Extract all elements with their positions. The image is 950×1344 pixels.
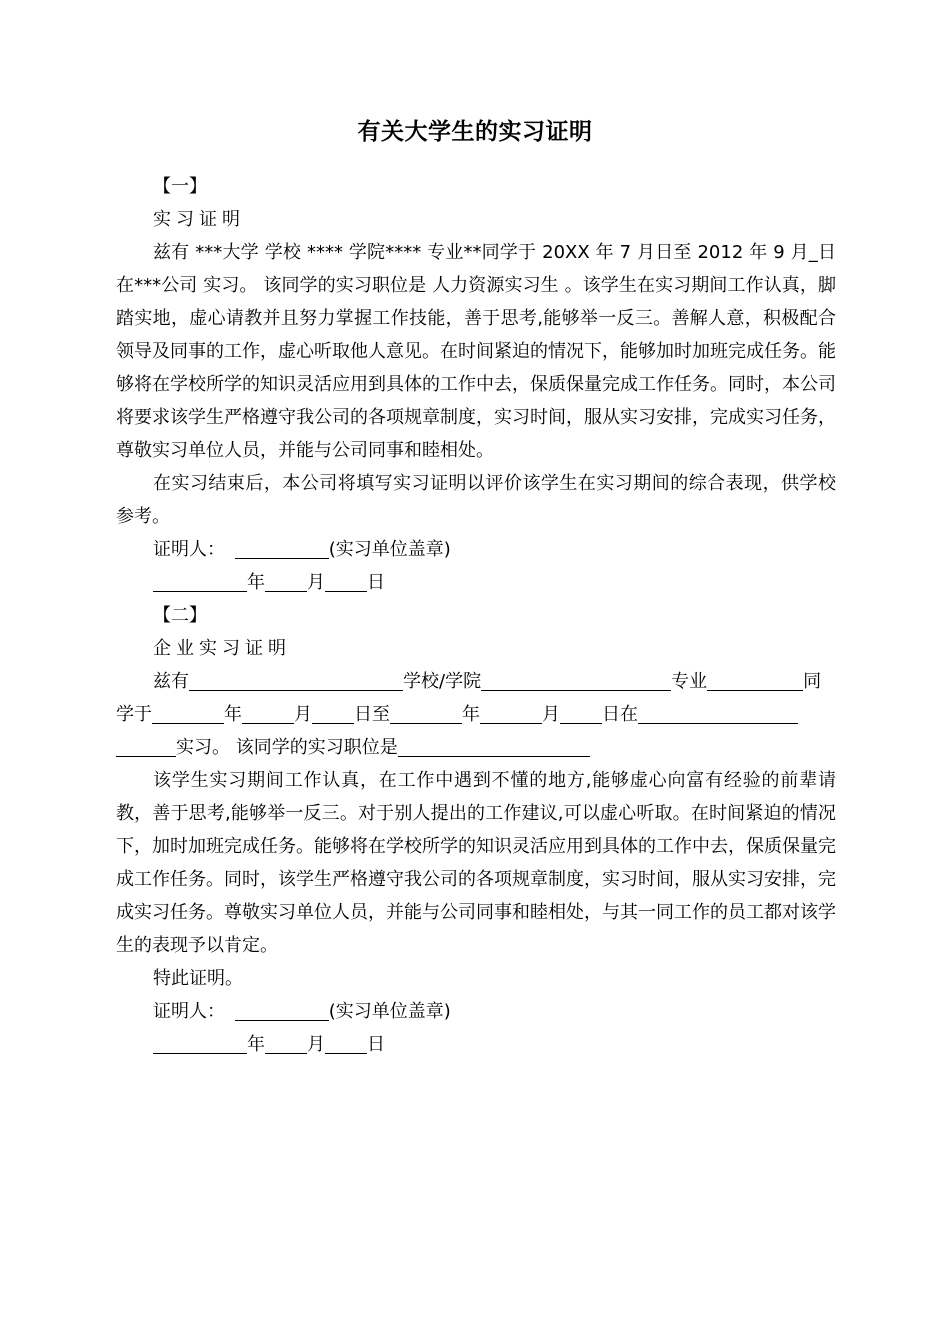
college-blank (481, 668, 671, 691)
end-year-blank (390, 701, 462, 724)
date-month-label: 月 (307, 572, 325, 593)
start-year-blank (152, 701, 224, 724)
section-1-date-line (116, 566, 836, 599)
form-ri-zhi: 日至 (354, 704, 390, 725)
form-nian-1: 年 (224, 704, 242, 725)
start-day-blank (312, 701, 354, 724)
section-2-heading: 【二】 (153, 605, 207, 626)
document-body (116, 170, 836, 1061)
certifier-note: (实习单位盖章) (328, 1001, 451, 1022)
section-1-subheading: 实习证明 (153, 209, 245, 230)
document-title: 有关大学生的实习证明 (357, 119, 593, 145)
section-2-certifier-line (116, 995, 836, 1028)
date-year-label: 年 (247, 572, 265, 593)
section-2-date-line (116, 1028, 836, 1061)
year-blank (153, 1031, 247, 1054)
school-blank (189, 668, 403, 691)
form-ri-zai: 日在 (602, 704, 638, 725)
form-major-label: 专业 (671, 671, 708, 692)
section-2-closing: 特此证明。 (153, 968, 243, 989)
section-2-paragraph-1: 该学生实习期间工作认真，在工作中遇到不懂的地方,能够虚心向富有经验的前辈请教，善于思考,能够举一反三。对于别人提出的工作建议,可以虚心听取。在时间紧迫的情况下，加时加班完成任务。能够将在学校所学的知识灵活应用到具体的工作中去，保质保量完成工作任务。同时，该学生严格遵守我公司的各项规章制度，实习时间，服从实习安排，完成实习任务。尊敬实习单位人员，并能与公司同事和睦相处，与其一同工作的员工都对该学生的表现予以肯定。 (116, 770, 836, 956)
certifier-note: (实习单位盖章) (328, 539, 451, 560)
month-blank (265, 1031, 307, 1054)
certifier-label: 证明人： (153, 1001, 225, 1022)
form-yue-2: 月 (542, 704, 560, 725)
date-month-label: 月 (307, 1034, 325, 1055)
certifier-blank (235, 536, 329, 559)
section-2-form-line-1 (116, 665, 836, 698)
month-blank (265, 569, 307, 592)
form-school-label: 学校/学院 (403, 671, 482, 692)
form-xue-yu: 学于 (116, 704, 152, 725)
date-year-label: 年 (247, 1034, 265, 1055)
section-1-paragraph-1: 兹有 ***大学 学校 **** 学院**** 专业**同学于 20XX 年 7 月日至 2012 年 9 月_日在***公司 实习。 该同学的实习职位是 人力资源实习生 。该学生在实习期间工作认真，脚踏实地，虚心请教并且努力掌握工作技能，善于思考,能够举一反三。善解人意，积极配合领导及同事的工作，虚心听取他人意见。在时间紧迫的情况下，能够加时加班完成任务。能够将在学校所学的知识灵活应用到具体的工作中去，保质保量完成工作任务。同时，本公司将要求该学生严格遵守我公司的各项规章制度，实习时间，服从实习安排，完成实习任务，尊敬实习单位人员，并能与公司同事和睦相处。 (116, 242, 836, 461)
end-day-blank (560, 701, 602, 724)
date-day-label: 日 (367, 572, 385, 593)
company-blank-continued (116, 734, 176, 757)
end-month-blank (480, 701, 542, 724)
form-nian-2: 年 (462, 704, 480, 725)
major-blank (707, 668, 803, 691)
position-blank (398, 734, 590, 757)
certifier-label: 证明人： (153, 539, 225, 560)
section-1-heading: 【一】 (153, 176, 207, 197)
section-2-form-line-2 (116, 698, 836, 731)
section-2-subheading: 企业实习证明 (153, 638, 291, 659)
certifier-blank (235, 998, 329, 1021)
form-zi-you: 兹有 (153, 671, 189, 692)
section-1-certifier-line (116, 533, 836, 566)
date-day-label: 日 (367, 1034, 385, 1055)
form-tong: 同 (803, 671, 822, 692)
day-blank (325, 1031, 367, 1054)
section-1-paragraph-2: 在实习结束后，本公司将填写实习证明以评价该学生在实习期间的综合表现，供学校参考。 (116, 473, 836, 527)
year-blank (153, 569, 247, 592)
section-2-form-line-3 (116, 731, 836, 764)
start-month-blank (242, 701, 294, 724)
company-blank (638, 701, 798, 724)
form-yue-1: 月 (294, 704, 312, 725)
day-blank (325, 569, 367, 592)
form-shixi: 实习。 该同学的实习职位是 (176, 737, 398, 758)
